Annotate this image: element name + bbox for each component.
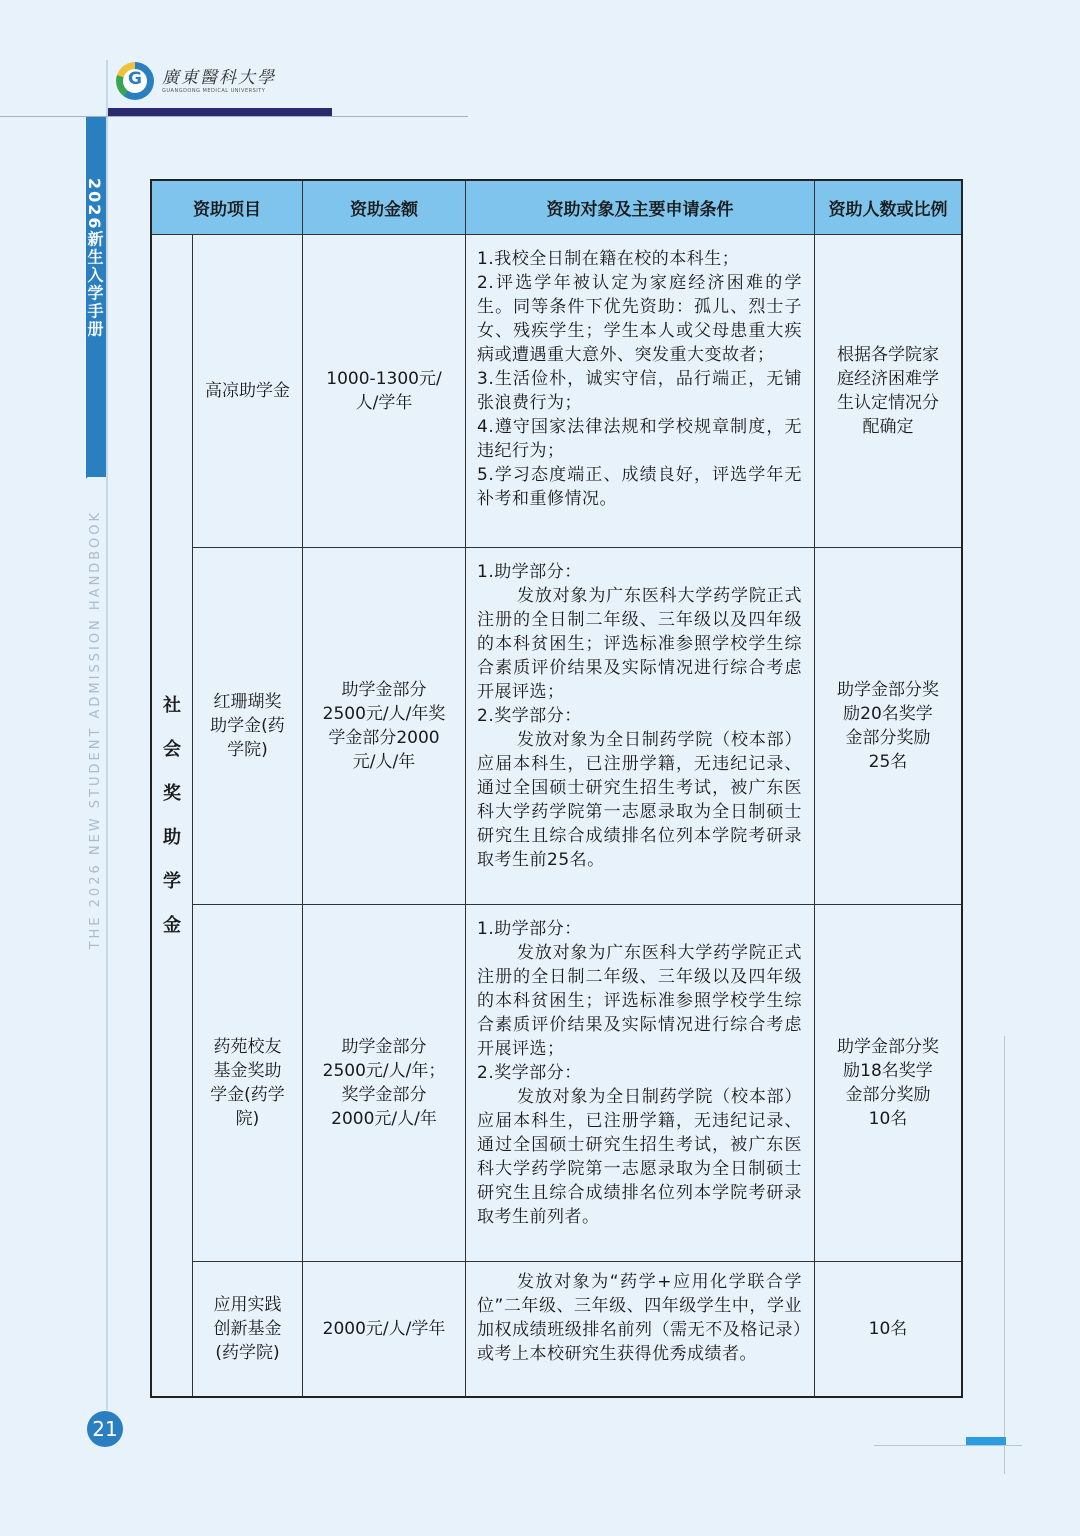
logo-name-cn: 廣東醫科大學 [162,68,276,88]
bottom-right-accent-bar [966,1437,1006,1445]
row-3-quota: 助学金部分奖励18名奖学金部分奖励10名 [815,905,961,1262]
university-emblem-icon: G [116,62,154,100]
row-2-criteria: 1.助学部分： 发放对象为广东医科大学药学院正式注册的全日制二年级、三年级以及四年级的本科贫困生；评选标准参照学校学生综合素质评价结果及实际情况进行综合考虑开展评选； 2.奖学部分： 发放对象为全日制药学院（校本部）应届本科生，已注册学籍，无违纪记录、通过全国硕士研究生招生考试，被广东医科大学药学院第一志愿录取为全日制硕士研究生且综合成绩排名位列本学院考研录取考生前25名。 [466,548,815,905]
row-4-criteria: 发放对象为“药学+应用化学联合学位”二年级、三年级、四年级学生中，学业加权成绩班级排名前列（需无不及格记录）或考上本校研究生获得优秀成绩者。 [466,1262,815,1396]
bottom-right-guide-vertical [1004,1036,1005,1474]
scholarship-table [150,179,963,1398]
left-guide-line [106,60,108,1410]
row-4-quota: 10名 [868,1319,908,1339]
university-logo [116,62,276,102]
row-1-quota: 根据各学院家庭经济困难学生认定情况分配确定 [815,235,961,548]
logo-name-en: GUANGDONG MEDICAL UNIVERSITY [162,88,266,94]
row-1-amount: 1000-1300元/人/学年 [303,235,466,548]
row-4-name: 应用实践创新基金(药学院) [193,1262,303,1396]
header-amount: 资助金额 [303,181,466,235]
page-number: 21 [87,1411,123,1447]
bottom-right-guide-horizontal [874,1445,1022,1446]
row-3-criteria: 1.助学部分： 发放对象为广东医科大学药学院正式注册的全日制二年级、三年级以及四年级的本科贫困生；评选标准参照学校学生综合素质评价结果及实际情况进行综合考虑开展评选； 2.奖学部分： 发放对象为全日制药学院（校本部）应届本科生，已注册学籍，无违纪记录、通过全国硕士研究生招生考试，被广东医科大学药学院第一志愿录取为全日制硕士研究生且综合成绩排名位列本学院考研录取考生前列者。 [466,905,815,1262]
handbook-title-en: THE 2026 NEW STUDENT ADMISSION HANDBOOK [88,510,103,950]
header-project: 资助项目 [152,181,303,235]
row-3-amount: 助学金部分2500元/人/年；奖学金部分2000元/人/年 [303,905,466,1262]
row-3-name: 药苑校友基金奖助学金(药学院) [193,905,303,1262]
row-2-name: 红珊瑚奖助学金(药学院) [193,548,303,905]
category-label: 社 会 奖 助 学 金 [152,235,193,1396]
header-quota: 资助人数或比例 [815,181,961,235]
row-4-amount: 2000元/人/学年 [303,1262,466,1396]
header-criteria: 资助对象及主要申请条件 [466,181,815,235]
row-1-criteria: 1.我校全日制在籍在校的本科生； 2.评选学年被认定为家庭经济困难的学生。同等条件下优先资助：孤儿、烈士子女、残疾学生；学生本人或父母患重大疾病或遭遇重大意外、突发重大变故者； 3.生活俭朴，诚实守信，品行端正，无铺张浪费行为； 4.遵守国家法律法规和学校规章制度，无违纪行为； 5.学习态度端正、成绩良好，评选学年无补考和重修情况。 [466,235,815,548]
handbook-title-cn: 2026新生入学手册 [85,178,104,339]
top-guide-line [0,116,468,117]
row-2-amount: 助学金部分2500元/人/年奖学金部分2000元/人/年 [303,548,466,905]
row-1-name: 高凉助学金 [193,235,303,548]
row-2-quota: 助学金部分奖励20名奖学金部分奖励25名 [815,548,961,905]
side-title-bar-tip [86,455,106,483]
top-accent-bar [108,108,332,116]
